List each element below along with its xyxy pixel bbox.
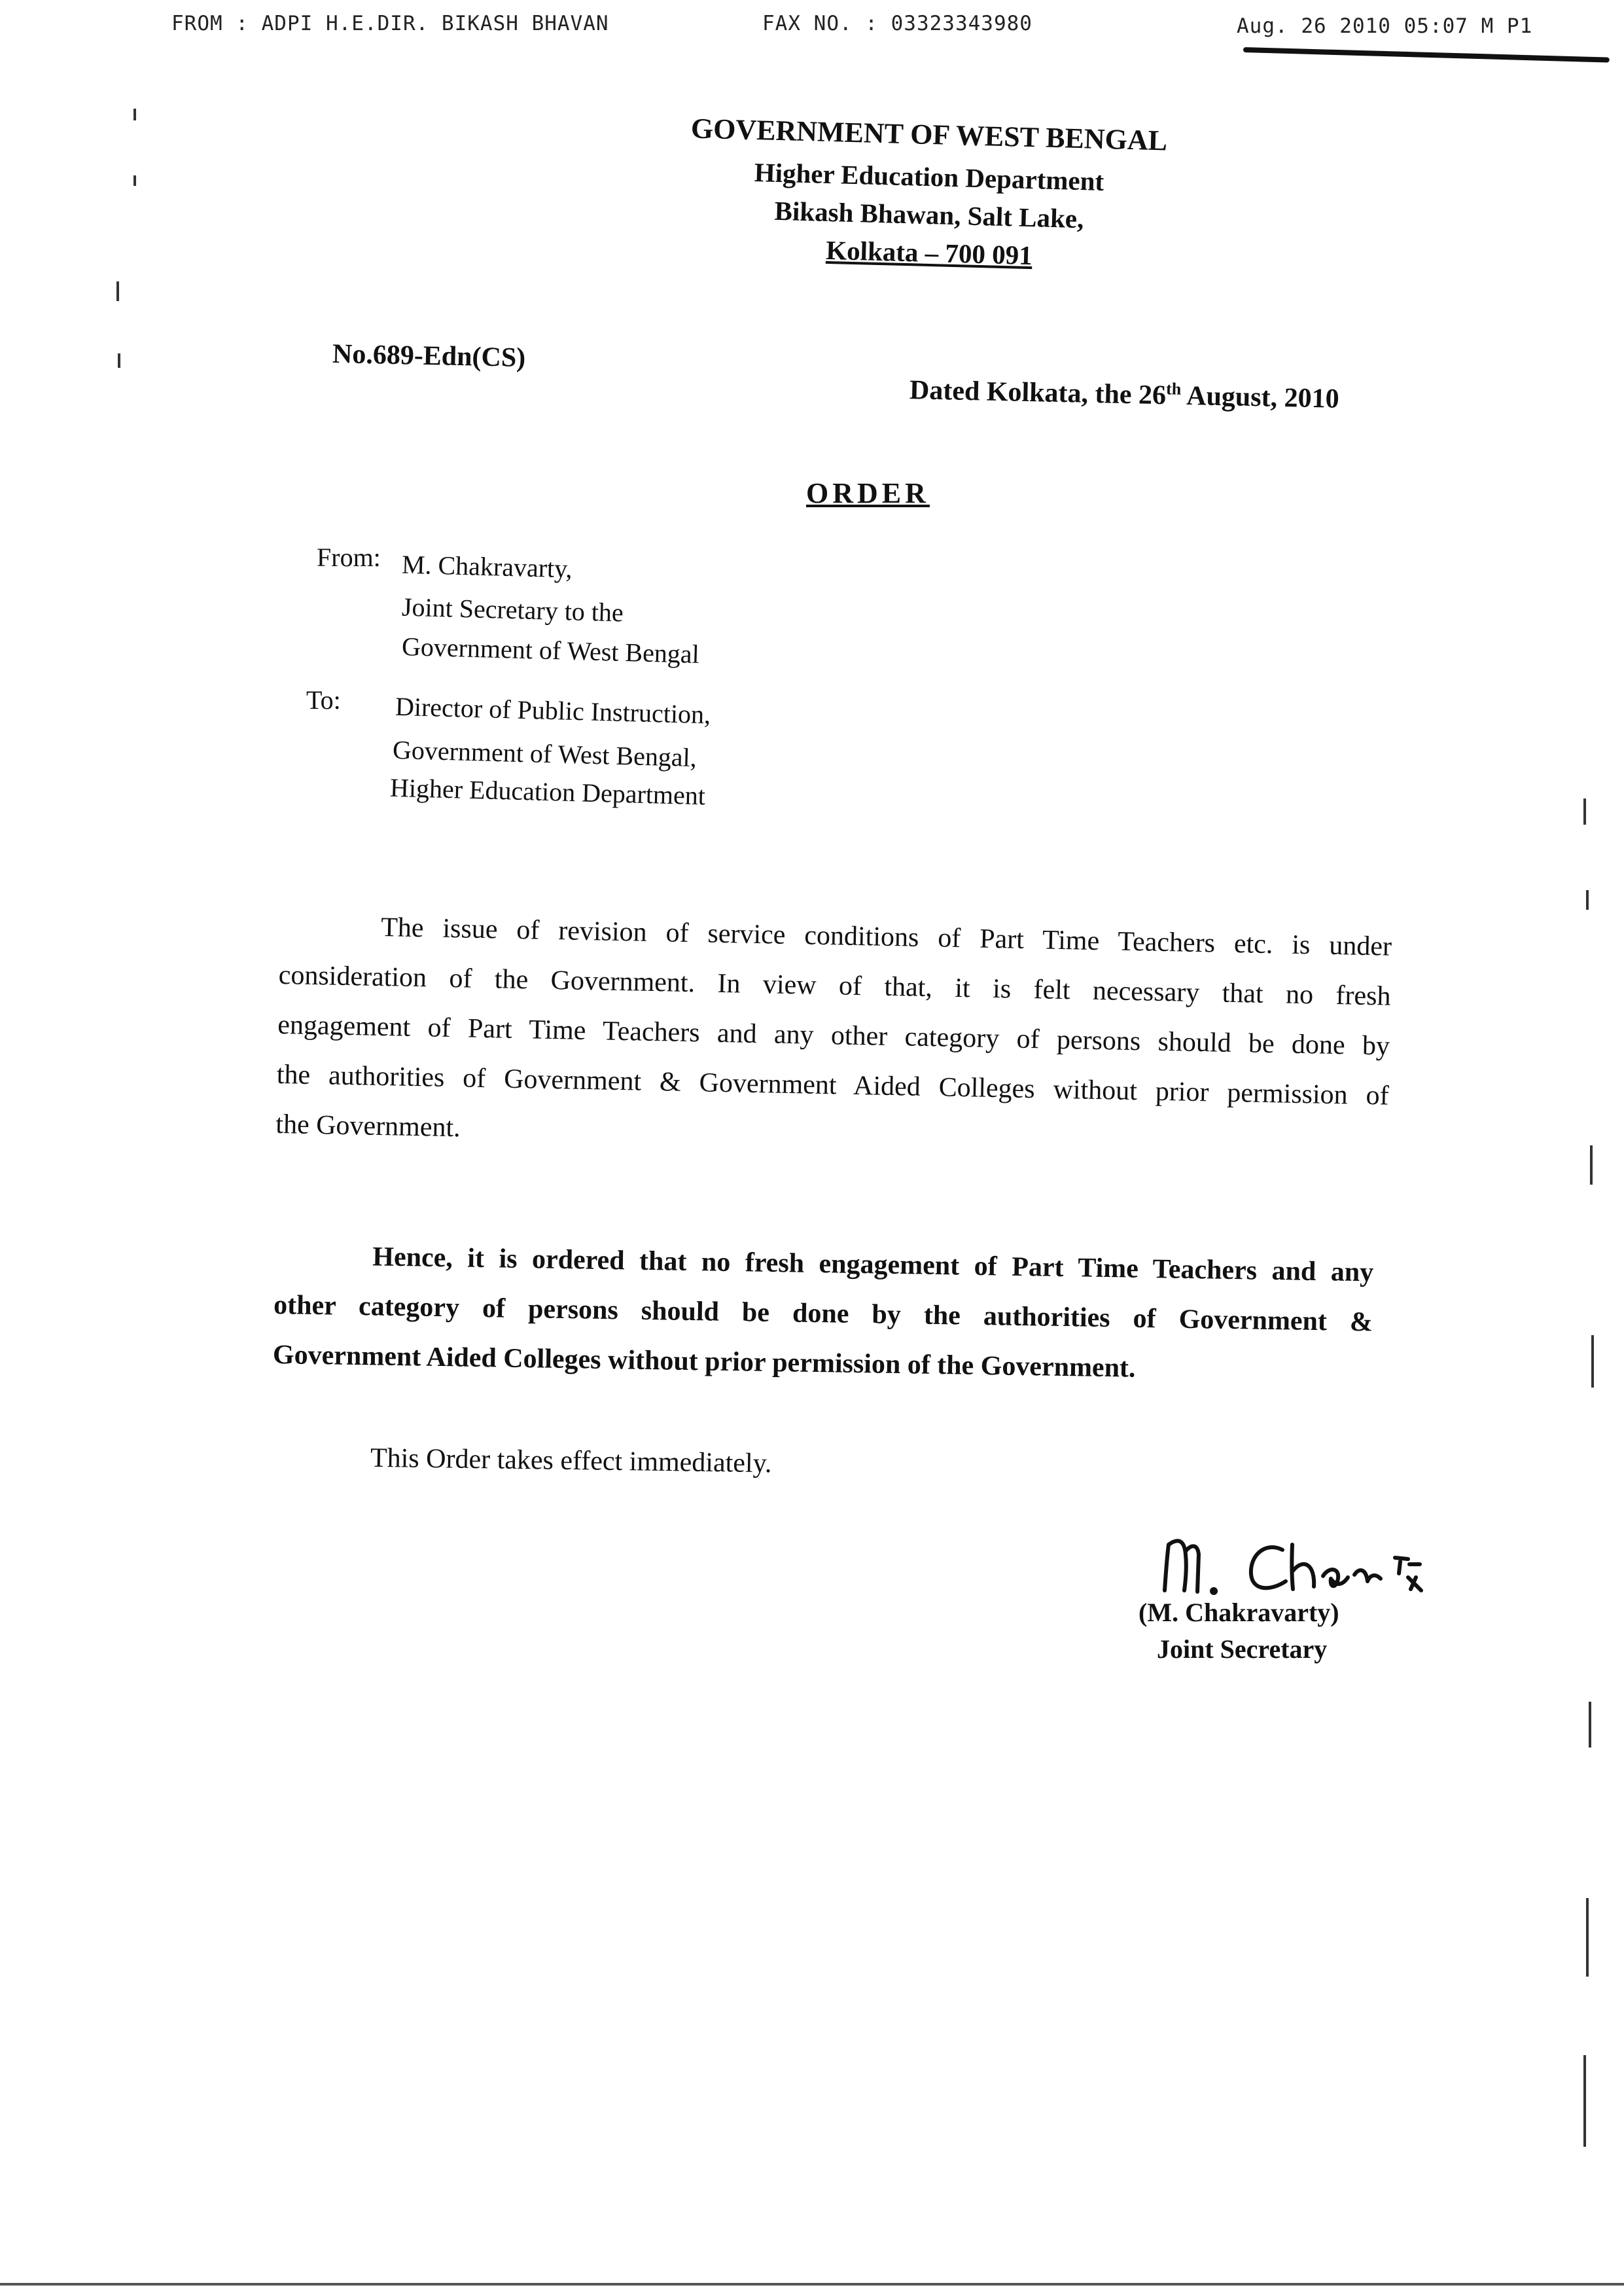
letterhead-government: GOVERNMENT OF WEST BENGAL <box>690 112 1168 157</box>
fax-header-rule <box>1243 47 1610 63</box>
paragraph-2 <box>272 1230 1373 1397</box>
paragraph-1-line-2: consideration of the Government. In view of that, it is felt necessary that no fresh <box>278 960 1391 1012</box>
from-government: Government of West Bengal <box>401 632 700 669</box>
scan-mark <box>133 175 136 186</box>
dated-ordinal: th <box>1165 379 1182 399</box>
letterhead-city: Kolkata – 700 091 <box>825 234 1033 271</box>
paragraph-2-line-1: Hence, it is ordered that no fresh engagement of Part Time Teachers and any <box>372 1242 1374 1288</box>
paragraph-2-line-2: other category of persons should be done by the authorities of Government & <box>273 1289 1373 1338</box>
scan-mark <box>1591 1335 1594 1388</box>
dated-suffix: August, 2010 <box>1180 380 1340 414</box>
paragraph-3: This Order takes effect immediately. <box>370 1443 772 1479</box>
paragraph-1-line-5: the Government. <box>275 1109 461 1143</box>
scan-mark <box>1583 2055 1586 2147</box>
scan-mark <box>1589 1702 1591 1748</box>
paragraph-1-line-1: The issue of revision of service conditions of Part Time Teachers etc. is under <box>380 912 1392 962</box>
dated-line <box>909 374 1340 415</box>
scan-mark <box>1586 890 1589 910</box>
to-department: Higher Education Department <box>389 772 706 811</box>
dated-prefix: Dated Kolkata, the 26 <box>909 375 1167 411</box>
to-government: Government of West Bengal, <box>392 734 697 773</box>
from-name: M. Chakravarty, <box>401 549 573 584</box>
paragraph-1-line-3: engagement of Part Time Teachers and any other category of persons should be done by <box>277 1009 1390 1062</box>
order-title: ORDER <box>806 477 930 509</box>
paragraph-1 <box>275 901 1392 1171</box>
scan-mark <box>133 109 136 120</box>
to-recipient: Director of Public Instruction, <box>395 691 711 730</box>
signatory-name: (M. Chakravarty) <box>1139 1598 1339 1627</box>
letterhead-address: Bikash Bhawan, Salt Lake, <box>774 195 1084 234</box>
scan-mark <box>0 2283 1624 2286</box>
signatory-designation: Joint Secretary <box>1157 1634 1328 1664</box>
letterhead-department: Higher Education Department <box>754 157 1104 196</box>
to-label: To: <box>306 685 341 715</box>
paragraph-1-line-4: the authorities of Government & Government Aided Colleges without prior permission of <box>276 1059 1390 1111</box>
scan-mark <box>1586 1898 1589 1977</box>
scan-mark <box>1590 1145 1593 1185</box>
fax-number: FAX NO. : 03323343980 <box>762 12 1033 35</box>
fax-from: FROM : ADPI H.E.DIR. BIKASH BHAVAN <box>171 12 609 35</box>
scan-mark <box>118 353 120 368</box>
fax-datetime: Aug. 26 2010 05:07 M P1 <box>1237 14 1533 38</box>
memo-number: No.689-Edn(CS) <box>332 338 526 374</box>
from-label: From: <box>317 543 381 572</box>
paragraph-2-line-3: Government Aided Colleges without prior permission of the Government. <box>272 1339 1136 1384</box>
handwritten-signature <box>1152 1518 1453 1610</box>
scan-mark <box>116 281 119 301</box>
from-title: Joint Secretary to the <box>401 592 624 628</box>
scan-mark <box>1583 798 1586 825</box>
